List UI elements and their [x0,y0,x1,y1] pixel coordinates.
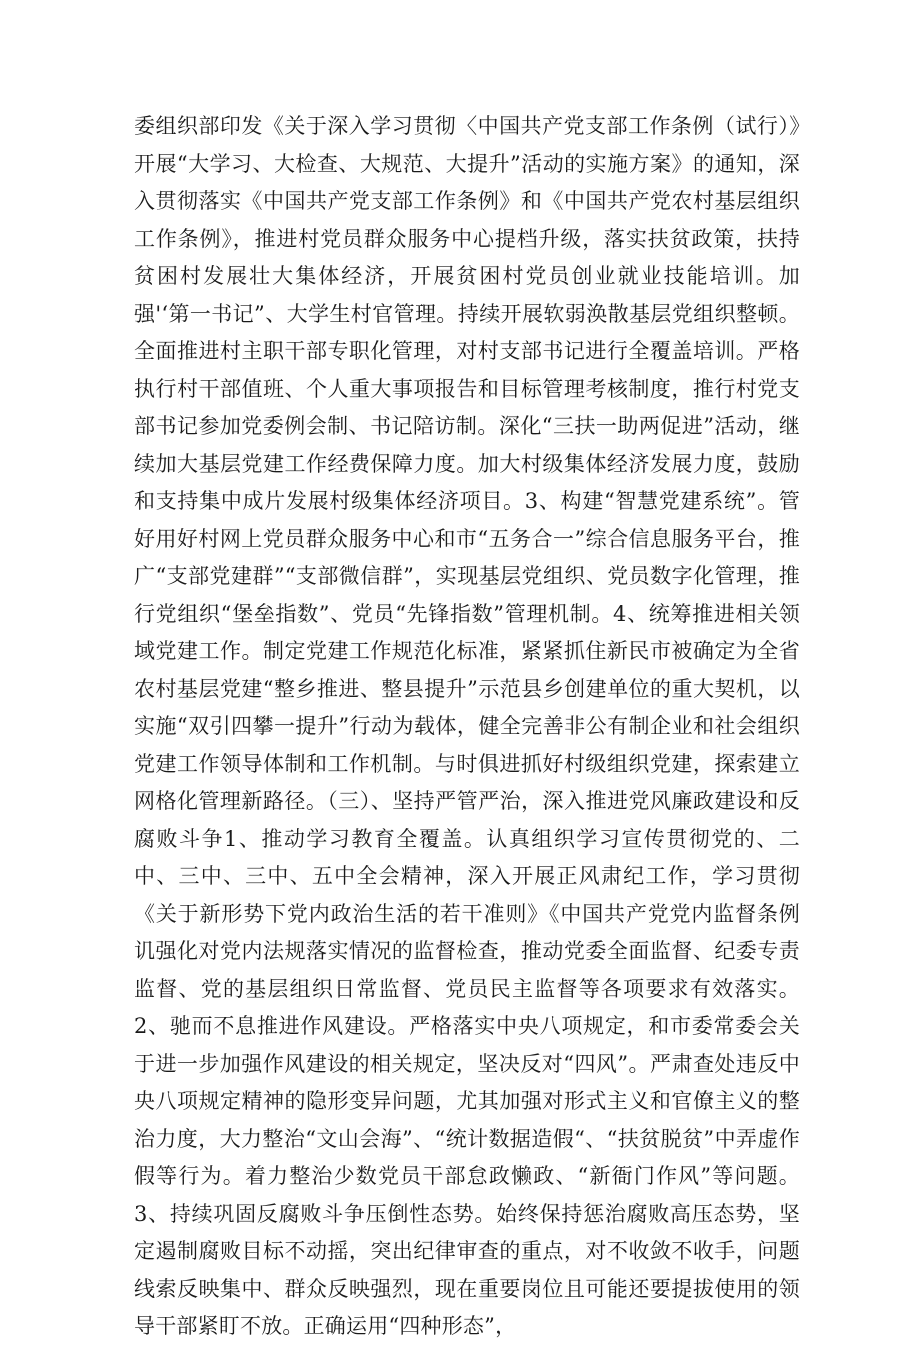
body-paragraph: 委组织部印发《关于深入学习贯彻〈中国共产党支部工作条例（试行）》开展“大学习、大检查、大规范、大提升”活动的实施方案》的通知，深入贯彻落实《中国共产党支部工作条例》和《中国共产党农村基层组织工作条例》，推进村党员群众服务中心提档升级，落实扶贫政策，扶持贫困村发展壮大集体经济，开展贫困村党员创业就业技能培训。加强'‘第一书记”、大学生村官管理。持续开展软弱涣散基层党组织整顿。全面推进村主职干部专职化管理，对村支部书记进行全覆盖培训。严格执行村干部值班、个人重大事项报告和目标管理考核制度，推行村党支部书记参加党委例会制、书记陪访制。深化“三扶一助两促进”活动，继续加大基层党建工作经费保障力度。加大村级集体经济发展力度，鼓励和支持集中成片发展村级集体经济项目。3、构建“智慧党建系统”。管好用好村网上党员群众服务中心和市“五务合一”综合信息服务平台，推广“支部党建群”“支部微信群”，实现基层党组织、党员数字化管理，推行党组织“堡垒指数”、党员“先锋指数”管理机制。4、统筹推进相关领域党建工作。制定党建工作规范化标准，紧紧抓住新民市被确定为全省农村基层党建“整乡推进、整县提升”示范县乡创建单位的重大契机，以实施“双引四攀一提升”行动为载体，健全完善非公有制企业和社会组织党建工作领导体制和工作机制。与时俱进抓好村级组织党建，探索建立网格化管理新路径。（三）、坚持严管严治，深入推进党风廉政建设和反腐败斗争1、推动学习教育全覆盖。认真组织学习宣传贯彻党的、二中、三中、三中、五中全会精神，深入开展正风肃纪工作，学习贯彻《关于新形势下党内政治生活的若干准则》《中国共产党党内监督条例讥强化对党内法规落实情况的监督检查，推动党委全面监督、纪委专责监督、党的基层组织日常监督、党员民主监督等各项要求有效落实。2、驰而不息推进作风建设。严格落实中央八项规定，和市委常委会关于进一步加强作风建设的相关规定，坚决反对“四风”。严肃查处违反中央八项规定精神的隐形变异问题，尤其加强对形式主义和官僚主义的整治力度，大力整治“文山会海”、“统计数据造假“、“扶贫脱贫”中弄虚作假等行为。着力整治少数党员干部怠政懒政、“新衙门作风”等问题。3、持续巩固反腐败斗争压倒性态势。始终保持惩治腐败高压态势，坚定遏制腐败目标不动摇，突出纪律审查的重点，对不收敛不收手，问题线索反映集中、群众反映强烈，现在重要岗位且可能还要提拔使用的领导干部紧盯不放。正确运用“四种形态”， [134,114,800,1338]
